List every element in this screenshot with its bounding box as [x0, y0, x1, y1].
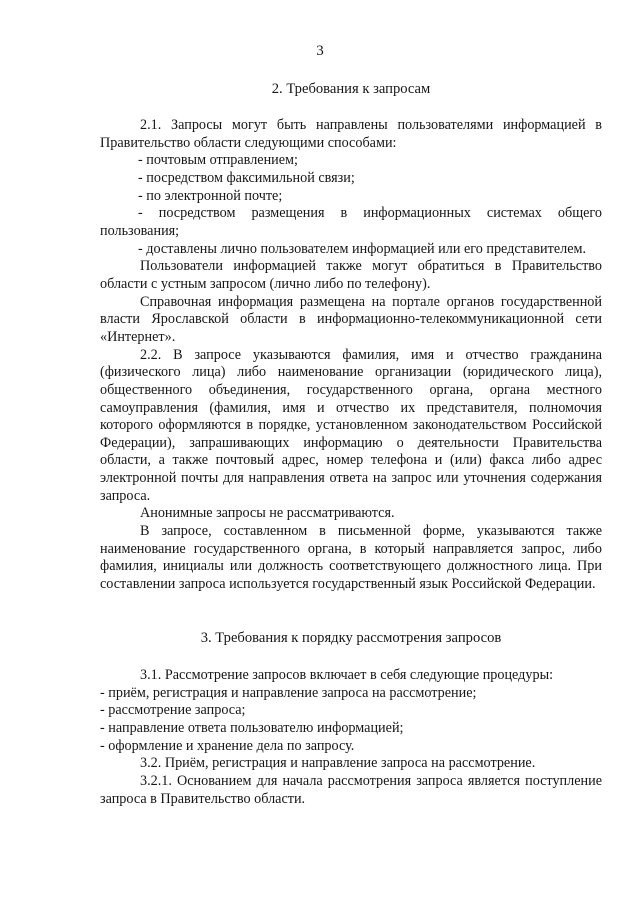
- paragraph-2-2: 2.2. В запросе указываются фамилия, имя и отчество гражданина (физического лица) либо наименование организации (юридического лица), общественного объединения, государственного органа, органа местного самоуправления (фамилия, имя и отчество их представителя, полномочия которого оформляются в порядке, установленном законодательством Российской Федерации), запрашивающих информацию о деятельности Правительства области, а также почтовый адрес, номер телефона и (или) факса либо адрес электронной почты для направления ответа на запрос или уточнения содержания запроса.: [100, 346, 602, 504]
- paragraph-3-2: 3.2. Приём, регистрация и направление запроса на рассмотрение.: [140, 755, 536, 772]
- paragraph-2-1: 2.1. Запросы могут быть направлены пользователями информацией в Правительство области следующими способами:: [100, 117, 602, 151]
- section-3-body: [100, 667, 602, 808]
- page-number: 3: [316, 43, 324, 59]
- paragraph-3-1: 3.1. Рассмотрение запросов включает в себя следующие процедуры:: [140, 667, 554, 683]
- paragraph-reference-info: Справочная информация размещена на портале органов государственной власти Ярославской области в информационно-телекоммуникационной сети «Интернет».: [100, 293, 602, 345]
- paragraph-written-request: В запросе, составленном в письменной форме, указываются также наименование государственного органа, в который направляется запрос, либо фамилия, инициалы или должность соответствующего должностного лица. При составлении запроса используется государственный язык Российской Федерации.: [100, 523, 602, 593]
- list-item-email: - по электронной почте;: [138, 187, 283, 204]
- paragraph-3-2-1: 3.2.1. Основанием для начала рассмотрения запроса является поступление запроса в Правительство области.: [100, 772, 602, 807]
- paragraph-anonymous: Анонимные запросы не рассматриваются.: [140, 505, 395, 522]
- list-item-storage: - оформление и хранение дела по запросу.: [100, 737, 355, 754]
- section-3-heading: 3. Требования к порядку рассмотрения запросов: [200, 630, 502, 646]
- list-item-response: - направление ответа пользователю информацией;: [100, 719, 404, 736]
- list-item-mail: - почтовым отправлением;: [138, 152, 298, 169]
- list-item-fax: - посредством факсимильной связи;: [138, 169, 355, 186]
- section-2-body: [100, 117, 602, 594]
- list-item-info-systems: - посредством размещения в информационных системах общего пользования;: [100, 205, 602, 239]
- list-item-reception: - приём, регистрация и направление запроса на рассмотрение;: [100, 684, 477, 701]
- list-item-in-person: - доставлены лично пользователем информацией или его представителем.: [138, 240, 587, 257]
- list-item-review: - рассмотрение запроса;: [100, 702, 246, 719]
- section-2-heading: 2. Требования к запросам: [271, 81, 431, 97]
- paragraph-oral-request: Пользователи информацией также могут обратиться в Правительство области с устным запросом (лично либо по телефону).: [100, 258, 602, 292]
